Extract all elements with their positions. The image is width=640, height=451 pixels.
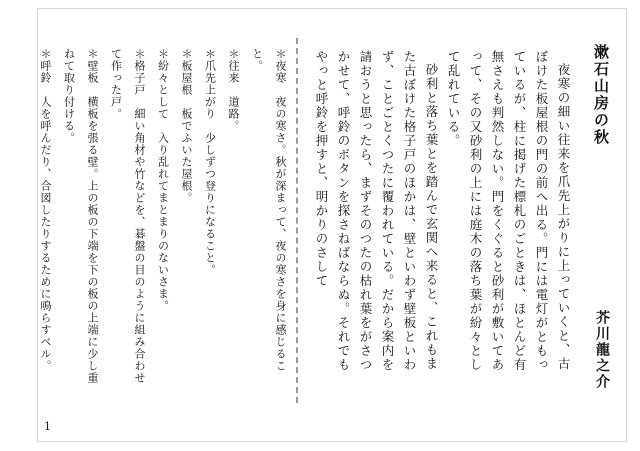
note-item: ＊爪先上がり 少しずつ登りになること。 xyxy=(203,48,217,276)
note-item: ＊板屋根 板でふいた屋根。 xyxy=(180,48,193,204)
paragraph-1: 夜寒の細い往来を爪先上がりに上っていくと、古ぼけた板屋根の門の前へ出る。門には電灯がともっているが、柱に掲げた標札のごときは、ほとんど有無さえも判然しない。門をくぐると砂利が敷いてあって、その又砂利の上には庭木の落ち葉が紛々として乱れている。 xyxy=(446,50,571,372)
author-name: 芥川龍之介 xyxy=(594,310,610,390)
note-item: ＊呼鈴 人を呼んだり、合図したりするために鳴らすベル。 xyxy=(39,48,52,372)
note-item: ＊往来 道路。 xyxy=(227,48,240,132)
page-number: 1 xyxy=(44,420,51,433)
glossary-notes xyxy=(34,48,293,388)
section-divider xyxy=(296,38,298,403)
note-item: ＊夜寒 夜の寒さ。秋が深まって、夜の寒さを身に感じること。 xyxy=(250,48,287,372)
note-item: ＊格子戸 細い角材や竹などを、碁盤の目のように組み合わせて作った戸。 xyxy=(109,48,146,384)
main-text xyxy=(310,50,574,380)
note-item: ＊紛々として 入り乱れてまとまりのないさま。 xyxy=(156,48,170,312)
page-title: 漱石山房の秋 xyxy=(592,44,610,146)
paragraph-2: 砂利と落ち葉とを踏んで玄関へ来ると、これもまた古ぼけた格子戸のほかは、壁といわず壁板といわず、ことごとくつたに覆われている。だから案内を請おうと思ったら、まずそのつたの枯れ葉をがさつかせて、呼鈴のボタンを探さねばならぬ。それでもやっと呼鈴を押すと、明かりのさして xyxy=(314,50,439,372)
note-item: ＊壁板 横板を張る壁。上の板の下端を下の板の上端に少し重ねて取り付ける。 xyxy=(62,48,99,384)
